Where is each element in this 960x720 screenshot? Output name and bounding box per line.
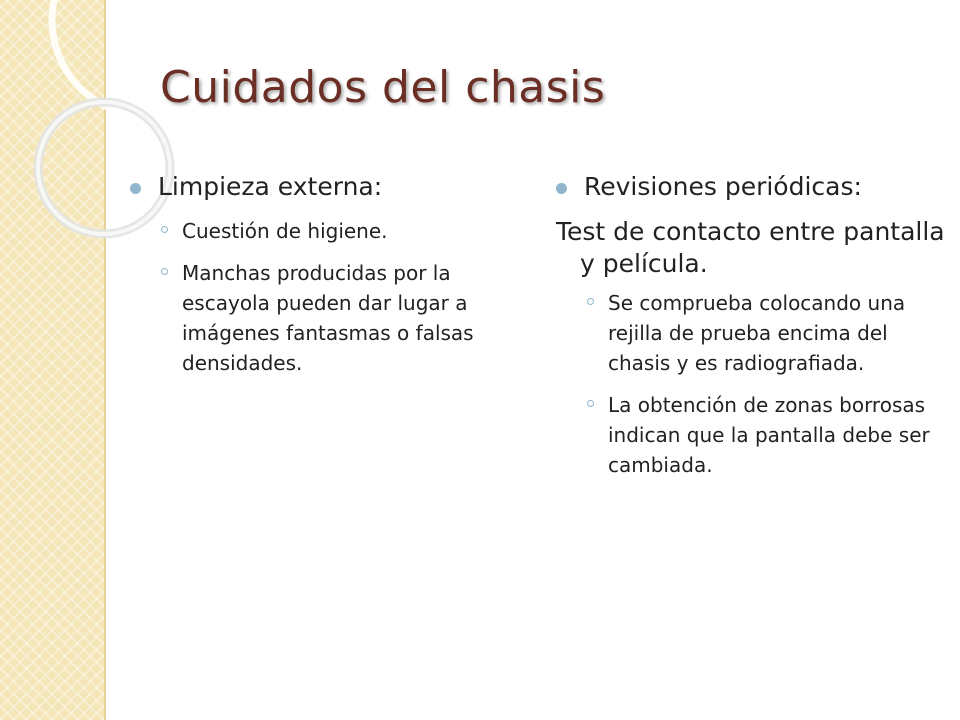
slide-title: Cuidados del chasis: [160, 62, 606, 113]
test-intro-text: Test de contacto entre pantalla y película.: [556, 217, 945, 278]
sub-bullet-ring-icon: [587, 400, 594, 407]
bullet-limpieza: [130, 172, 520, 202]
sub-bullet-ring-icon: [161, 226, 168, 233]
bullet-label: Revisiones periódicas:: [584, 172, 862, 201]
sub-bullet-text: Se comprueba colocando una rejilla de prueba encima del chasis y es radiografiada.: [608, 291, 906, 375]
sub-bullet-ring-icon: [587, 298, 594, 305]
sub-bullet: [556, 288, 946, 378]
sub-bullet-text: La obtención de zonas borrosas indican que la pantalla debe ser cambiada.: [608, 393, 930, 477]
bullet-revisiones: [556, 172, 946, 202]
bullet-dot-icon: [130, 183, 141, 194]
left-column: [130, 172, 520, 390]
sub-bullet: [556, 390, 946, 480]
bullet-dot-icon: [556, 183, 567, 194]
sub-bullet-text: Cuestión de higiene.: [182, 219, 388, 243]
bullet-label: Limpieza externa:: [158, 172, 383, 201]
sub-bullet: [130, 216, 520, 246]
right-column: [556, 172, 946, 492]
sub-bullet-ring-icon: [161, 268, 168, 275]
sub-bullet-text: Manchas producidas por la escayola pueden dar lugar a imágenes fantasmas o falsas densidades.: [182, 261, 474, 375]
sub-bullet: [130, 258, 520, 378]
